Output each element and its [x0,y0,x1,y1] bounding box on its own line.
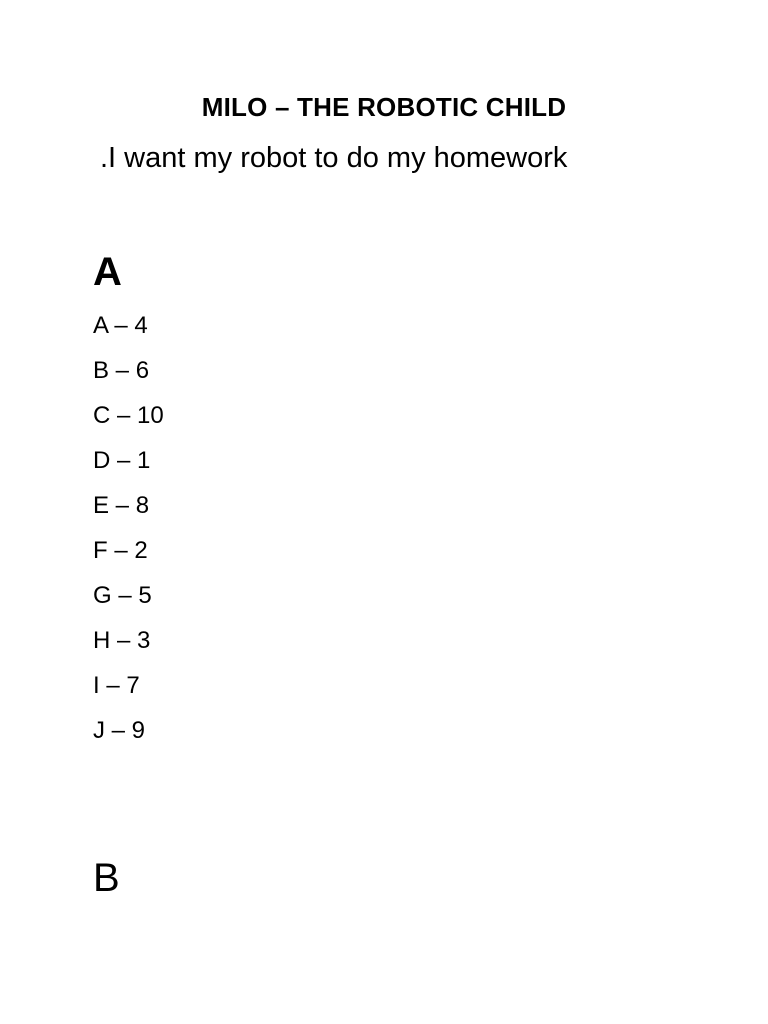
list-item: H – 3 [93,627,151,654]
list-item: J – 9 [93,717,146,744]
section-a-heading: A [93,250,122,294]
section-b-heading: B [93,856,120,900]
document-title: MILO – THE ROBOTIC CHILD [201,92,567,122]
list-item: C – 10 [93,402,164,429]
list-item: A – 4 [93,312,148,339]
list-item: G – 5 [93,582,152,609]
list-item: F – 2 [93,537,148,564]
task-sentence: .I want my robot to do my homework [100,142,568,174]
list-item: E – 8 [93,492,150,519]
list-item: D – 1 [93,447,151,474]
letter-number-list [93,311,164,761]
list-item: B – 6 [93,357,150,384]
list-item: I – 7 [93,672,140,699]
